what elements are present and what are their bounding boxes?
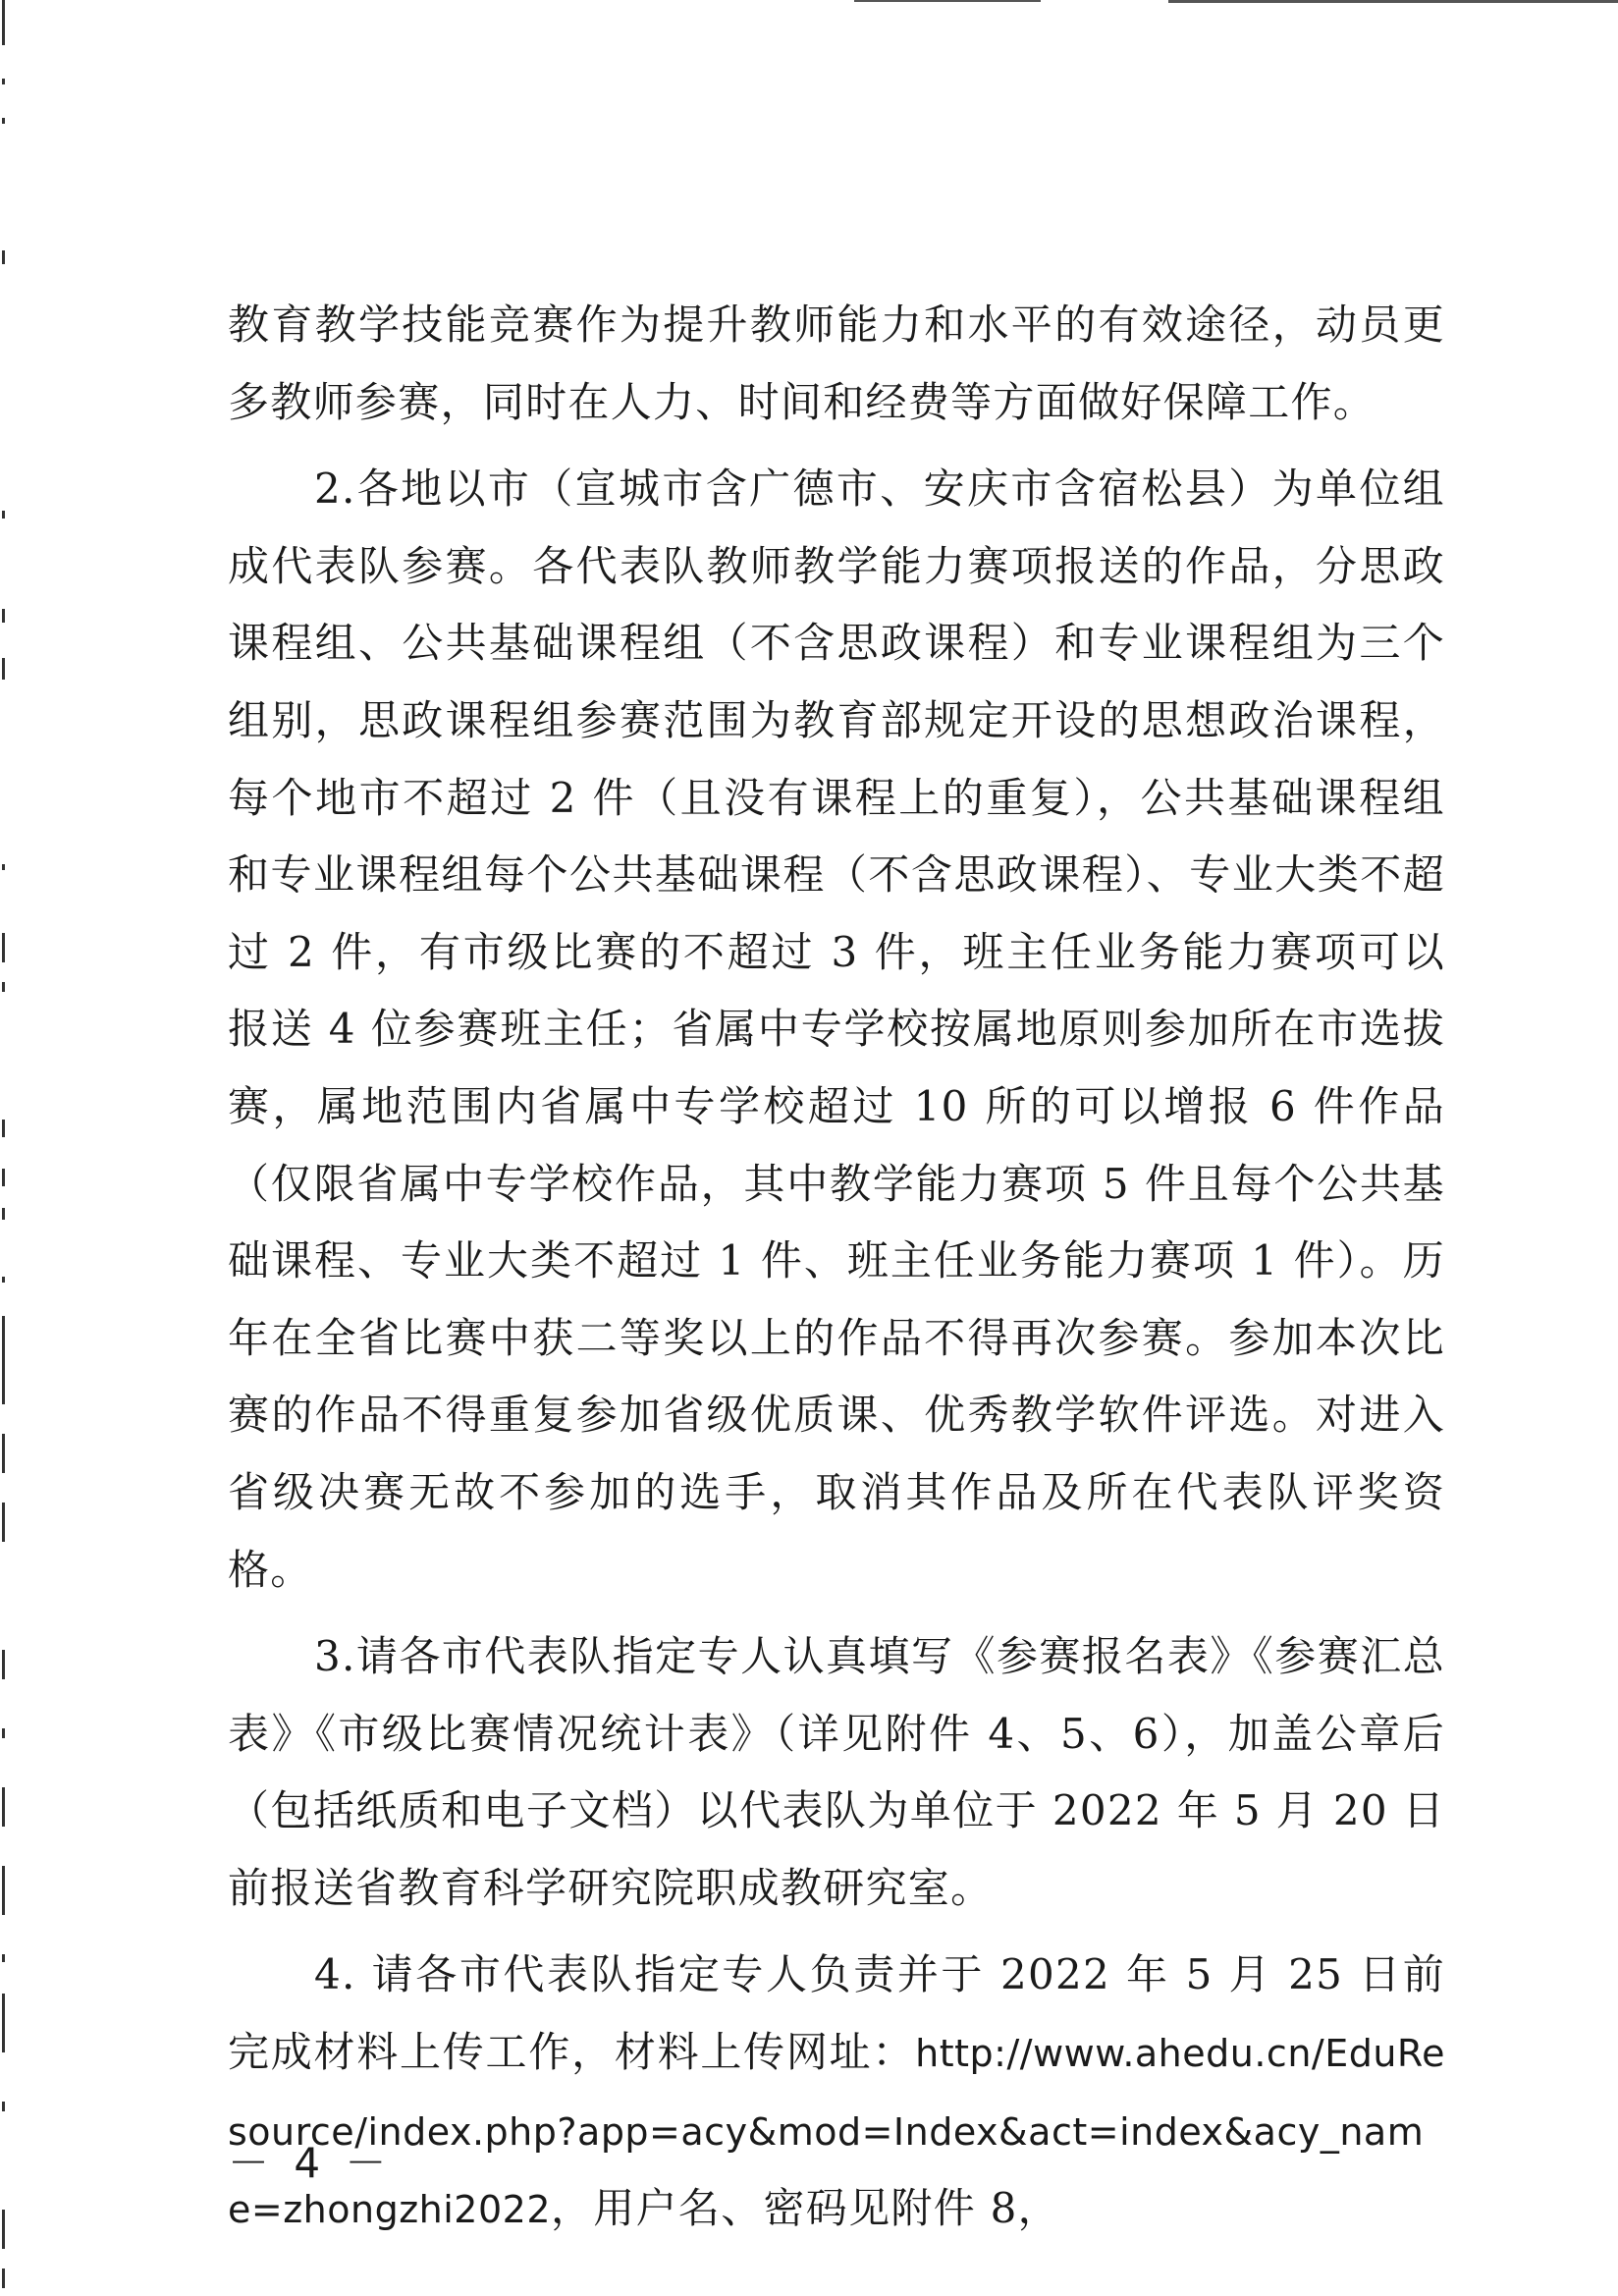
- upload-url-link[interactable]: http://www.ahedu.cn/EduResource/index.php?app=acy&mod=Index&act=index&acy_name=zhongzhi2022: [228, 2032, 1445, 2232]
- scan-top-rule-short: [854, 0, 1041, 2]
- paragraph-continuation: 教育教学技能竞赛作为提升教师能力和水平的有效途径，动员更多教师参赛，同时在人力、时间和经费等方面做好保障工作。: [228, 301, 1445, 426]
- document-body: [228, 287, 1445, 2259]
- item-4-tail: ，用户名、密码见附件 8，: [551, 2184, 1060, 2233]
- scan-top-rule: [1168, 0, 1618, 3]
- page-number: － 4 －: [228, 2139, 393, 2187]
- paragraph-item-2: 2.各地以市（宣城市含广德市、安庆市含宿松县）为单位组成代表队参赛。各代表队教师教学能力赛项报送的作品，分思政课程组、公共基础课程组（不含思政课程）和专业课程组为三个组别，思政课程组参赛范围为教育部规定开设的思想政治课程，每个地市不超过 2 件（且没有课程上的重复），公共基础课程组和专业课程组每个公共基础课程（不含思政课程）、专业大类不超过 2 件，有市级比赛的不超过 3 件，班主任业务能力赛项可以报送 4 位参赛班主任；省属中专学校按属地原则参加所在市选拔赛，属地范围内省属中专学校超过 10 所的可以增报 6 件作品（仅限省属中专学校作品，其中教学能力赛项 5 件且每个公共基础课程、专业大类不超过 1 件、班主任业务能力赛项 1 件）。历年在全省比赛中获二等奖以上的作品不得再次参赛。参加本次比赛的作品不得重复参加省级优质课、优秀教学软件评选。对进入省级决赛无故不参加的选手，取消其作品及所在代表队评奖资格。: [228, 465, 1445, 1594]
- scan-binding-marks: [0, 0, 14, 2296]
- paragraph-item-3: 3.请各市代表队指定专人认真填写《参赛报名表》《参赛汇总表》《市级比赛情况统计表》（详见附件 4、5、6），加盖公章后（包括纸质和电子文档）以代表队为单位于 2022 年 5 月 20 日前报送省教育科学研究院职成教研究室。: [228, 1632, 1445, 1912]
- item-4-lead: 4. 请各市代表队指定专人负责并于 2022 年 5 月 25 日前完成材料上传工作，材料上传网址：: [228, 1950, 1445, 2077]
- paragraph-item-4: [228, 1937, 1445, 2248]
